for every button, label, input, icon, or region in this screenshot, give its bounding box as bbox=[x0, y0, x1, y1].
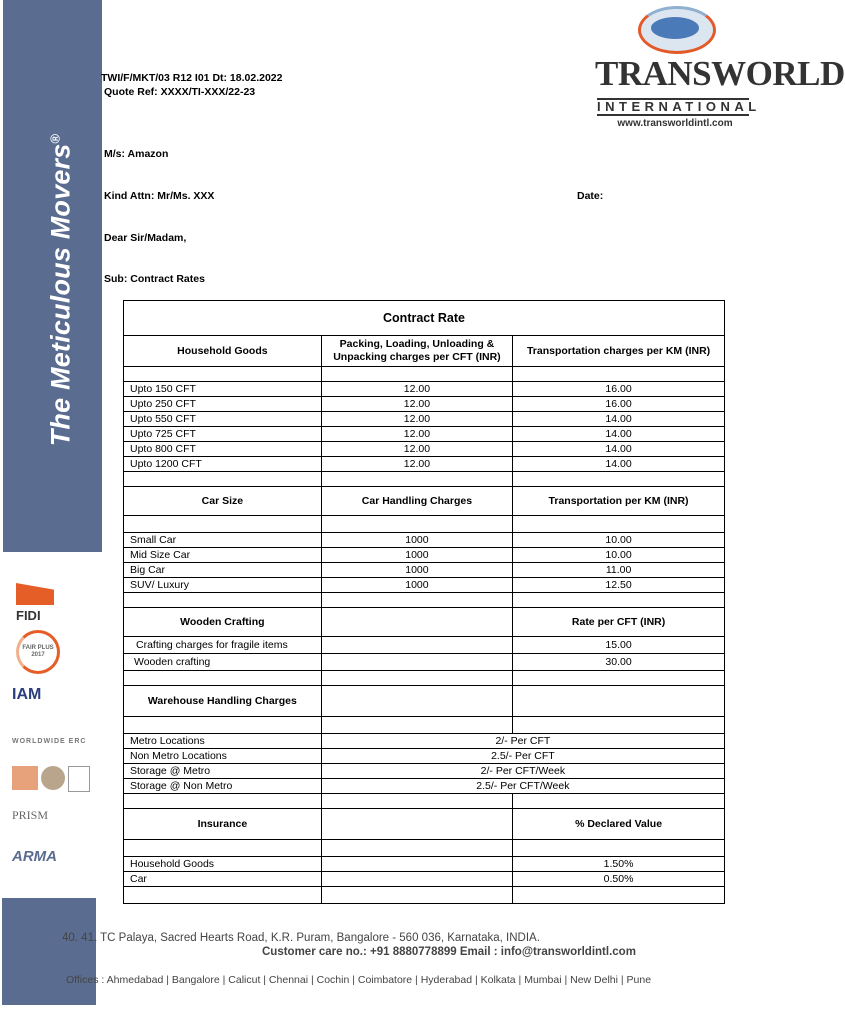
column-header: Car Size bbox=[124, 487, 322, 516]
table-row: Non Metro Locations 2.5/- Per CFT bbox=[124, 749, 725, 764]
prism-logo: PRISM bbox=[12, 808, 49, 822]
recipient: M/s: Amazon bbox=[104, 148, 169, 160]
quote-ref: Quote Ref: XXXX/TI-XXX/22-23 bbox=[104, 86, 256, 98]
column-header: Household Goods bbox=[124, 336, 322, 367]
table-row: Upto 150 CFT 12.00 16.00 bbox=[124, 382, 725, 397]
table-row: Upto 800 CFT 12.00 14.00 bbox=[124, 442, 725, 457]
sidebar-band-bottom bbox=[2, 898, 96, 1005]
table-row: Car 0.50% bbox=[124, 872, 725, 887]
contract-rate-table bbox=[123, 300, 725, 904]
table-row: Mid Size Car 1000 10.00 bbox=[124, 548, 725, 563]
tagline: The Meticulous Movers® bbox=[45, 133, 76, 447]
date-label: Date: bbox=[577, 190, 604, 202]
iso-certification-badges bbox=[12, 766, 92, 790]
table-row: Upto 250 CFT 12.00 16.00 bbox=[124, 397, 725, 412]
table-row: Big Car 1000 11.00 bbox=[124, 563, 725, 578]
globe-icon bbox=[638, 6, 716, 54]
table-row: Upto 550 CFT 12.00 14.00 bbox=[124, 412, 725, 427]
column-header: Transportation per KM (INR) bbox=[513, 487, 725, 516]
table-row: SUV/ Luxury 1000 12.50 bbox=[124, 578, 725, 593]
footer-address: 40. 41. TC Palaya, Sacred Hearts Road, K.R. Puram, Bangalore - 560 036, Karnataka, INDIA. bbox=[62, 932, 540, 944]
quality-mark-icon bbox=[68, 766, 90, 792]
fair-plus-badge: FAIR PLUS 2017 bbox=[16, 630, 60, 674]
registered-mark: ® bbox=[47, 133, 63, 144]
subject: Sub: Contract Rates bbox=[104, 273, 205, 285]
column-header: Transportation charges per KM (INR) bbox=[513, 336, 725, 367]
document-ref: TWI/F/MKT/03 R12 I01 Dt: 18.02.2022 bbox=[101, 72, 283, 84]
table-title: Contract Rate bbox=[124, 301, 725, 336]
brand-name: TRANSWORLD bbox=[595, 54, 845, 93]
iam-logo: IAM bbox=[12, 686, 42, 703]
table-row: Small Car 1000 10.00 bbox=[124, 533, 725, 548]
table-row: Wooden crafting 30.00 bbox=[124, 654, 725, 671]
worldwide-erc-logo: WORLDWIDE ERC bbox=[12, 738, 87, 745]
arma-logo: ARMA bbox=[12, 848, 57, 865]
column-header: Warehouse Handling Charges bbox=[124, 686, 322, 717]
footer-contact: Customer care no.: +91 8880778899 Email : info@transworldintl.com bbox=[262, 946, 636, 958]
table-row: Storage @ Non Metro 2.5/- Per CFT/Week bbox=[124, 779, 725, 794]
table-row: Storage @ Metro 2/- Per CFT/Week bbox=[124, 764, 725, 779]
iso-badge-icon bbox=[12, 766, 38, 790]
column-header: Packing, Loading, Unloading & Unpacking charges per CFT (INR) bbox=[321, 336, 512, 367]
table-row: Upto 1200 CFT 12.00 14.00 bbox=[124, 457, 725, 472]
salutation: Dear Sir/Madam, bbox=[104, 232, 187, 244]
table-row: Upto 725 CFT 12.00 14.00 bbox=[124, 427, 725, 442]
column-header bbox=[321, 608, 512, 637]
transworld-logo bbox=[595, 6, 845, 129]
brand-url: www.transworldintl.com bbox=[617, 118, 733, 129]
fidi-logo: FIDI bbox=[16, 583, 54, 623]
column-header: Car Handling Charges bbox=[321, 487, 512, 516]
fidi-mark-icon bbox=[16, 583, 54, 605]
column-header bbox=[321, 809, 512, 840]
column-header: Wooden Crafting bbox=[124, 608, 322, 637]
table-row: Crafting charges for fragile items 15.00 bbox=[124, 637, 725, 654]
table-row: Metro Locations 2/- Per CFT bbox=[124, 734, 725, 749]
sidebar-band bbox=[3, 0, 102, 552]
column-header: Rate per CFT (INR) bbox=[513, 608, 725, 637]
column-header: Insurance bbox=[124, 809, 322, 840]
table-row: Household Goods 1.50% bbox=[124, 857, 725, 872]
certification-seal-icon bbox=[41, 766, 65, 790]
footer-offices: Offices : Ahmedabad | Bangalore | Calicut | Chennai | Cochin | Coimbatore | Hyderabad | Kolkata | Mumbai | New Delhi | Pune bbox=[66, 974, 652, 986]
column-header: % Declared Value bbox=[513, 809, 725, 840]
kind-attention: Kind Attn: Mr/Ms. XXX bbox=[104, 190, 215, 202]
brand-subtitle: INTERNATIONAL bbox=[597, 99, 761, 114]
